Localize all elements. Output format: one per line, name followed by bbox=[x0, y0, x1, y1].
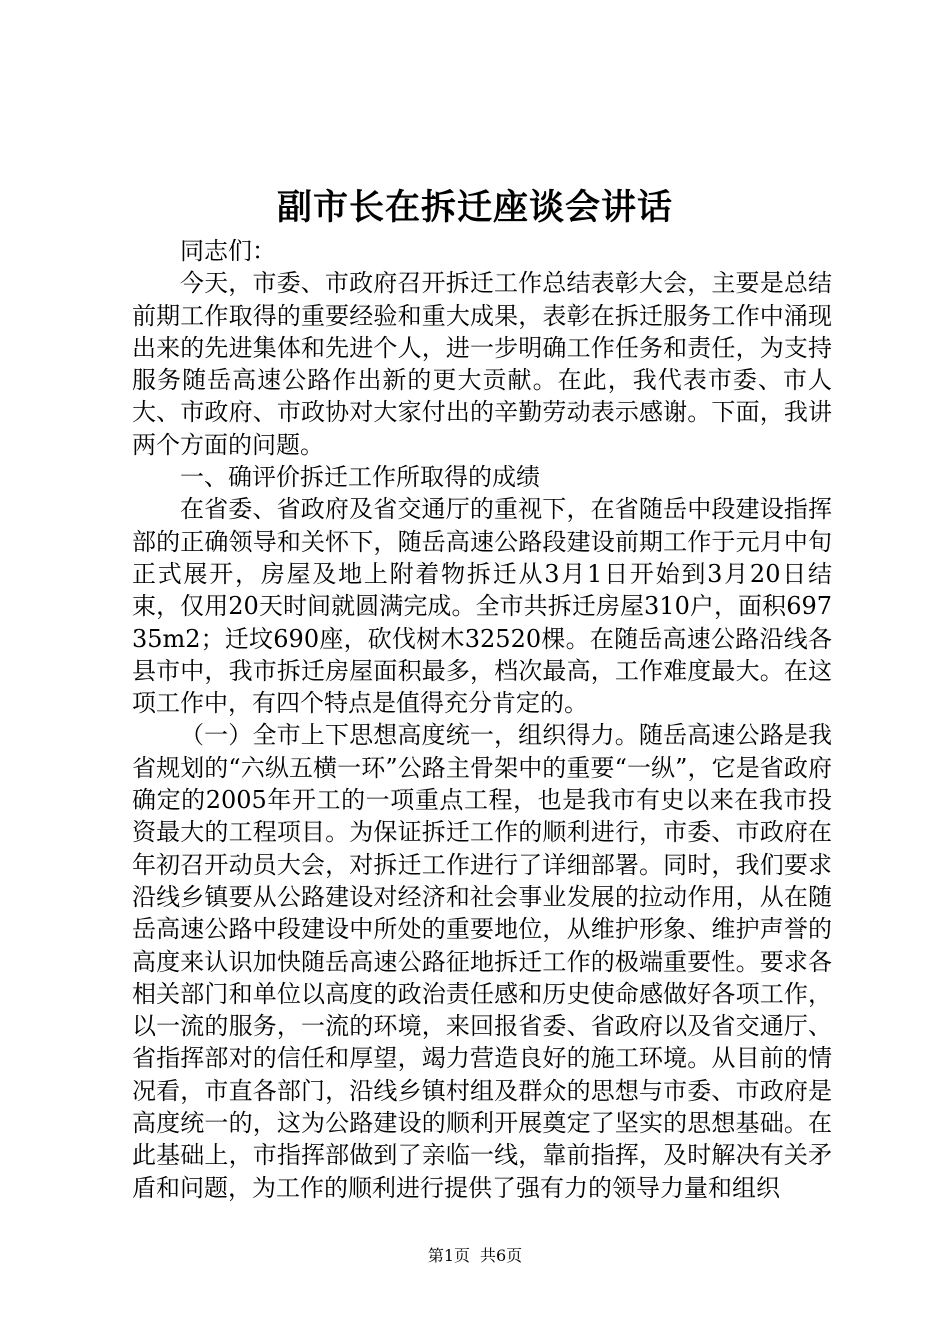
section-heading-1: 一、确评价拆迁工作所取得的成绩 bbox=[180, 463, 540, 492]
document-body bbox=[132, 235, 832, 1204]
paragraph-intro: 今天，市委、市政府召开拆迁工作总结表彰大会，主要是总结前期工作取得的重要经验和重大成果，表彰在拆迁服务工作中涌现出来的先进集体和先进个人，进一步明确工作任务和责任，为支持服务随岳高速公路作出新的更大贡献。在此，我代表市委、市人大、市政府、市政协对大家付出的辛勤劳动表示感谢。下面，我讲两个方面的问题。 bbox=[132, 269, 832, 459]
paragraph-point-1: （一）全市上下思想高度统一，组织得力。随岳高速公路是我省规划的“六纵五横一环”公路主骨架中的重要“一纵”，它是省政府确定的2005年开工的一项重点工程，也是我市有史以来在我市投资最大的工程项目。为保证拆迁工作的顺利进行，市委、市政府在年初召开动员大会，对拆迁工作进行了详细部署。同时，我们要求沿线乡镇要从公路建设对经济和社会事业发展的拉动作用，从在随岳高速公路中段建设中所处的重要地位，从维护形象、维护声誉的高度来认识加快随岳高速公路征地拆迁工作的极端重要性。要求各相关部门和单位以高度的政治责任感和历史使命感做好各项工作，以一流的服务，一流的环境，来回报省委、省政府以及省交通厅、省指挥部对的信任和厚望，竭力营造良好的施工环境。从目前的情况看，市直各部门，沿线乡镇村组及群众的思想与市委、市政府是高度统一的，这为公路建设的顺利开展奠定了坚实的思想基础。在此基础上，市指挥部做到了亲临一线，靠前指挥，及时解决有关矛盾和问题，为工作的顺利进行提供了强有力的领导力量和组织 bbox=[132, 721, 832, 1202]
paragraph-greeting: 同志们： bbox=[180, 237, 276, 265]
page-footer bbox=[0, 1245, 950, 1267]
page-number: 第1页 bbox=[427, 1246, 470, 1265]
page-total: 共6页 bbox=[480, 1246, 523, 1265]
document-title: 副市长在拆迁座谈会讲话 bbox=[276, 187, 673, 228]
paragraph-achievements: 在省委、省政府及省交通厅的重视下，在省随岳中段建设指挥部的正确领导和关怀下，随岳高速公路段建设前期工作于元月中旬正式展开，房屋及地上附着物拆迁从3月1日开始到3月20日结束，仅用20天时间就圆满完成。全市共拆迁房屋310户，面积69735m2；迁坟690座，砍伐树木32520棵。在随岳高速公路沿线各县市中，我市拆迁房屋面积最多，档次最高，工作难度最大。在这项工作中，有四个特点是值得充分肯定的。 bbox=[132, 495, 832, 718]
